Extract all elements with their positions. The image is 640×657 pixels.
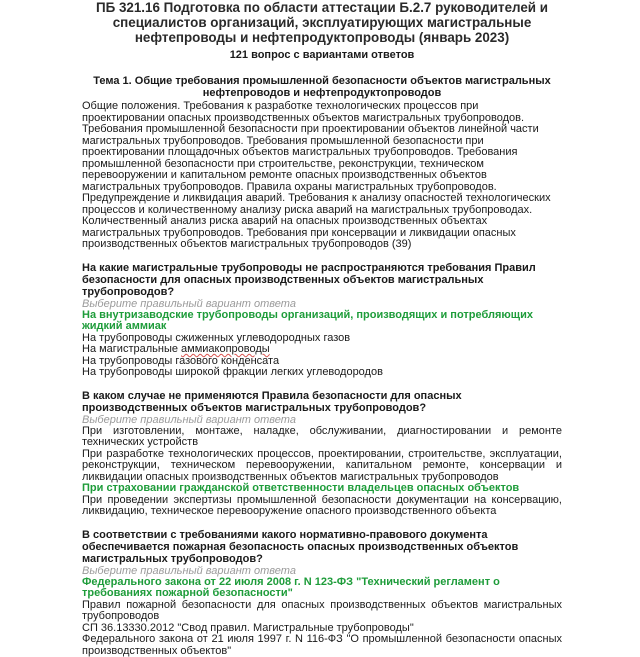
answer-hint: Выберите правильный вариант ответа <box>82 565 562 577</box>
answer-hint: Выберите правильный вариант ответа <box>82 298 562 310</box>
answer-option: На трубопроводы сжиженных углеводородных газов <box>82 333 562 345</box>
document-title: ПБ 321.16 Подготовка по области аттестации Б.2.7 руководителей и специалистов организаций, эксплуатирующих магистральные нефтепроводы и нефтепродуктопроводы (январь 2023) <box>82 0 562 45</box>
answer-option: СП 36.13330.2012 "Свод правил. Магистральные трубопроводы" <box>82 623 562 635</box>
answer-option: При изготовлении, монтаже, наладке, обслуживании, диагностировании и ремонте технических устройств <box>82 426 562 449</box>
document-body <box>82 0 562 657</box>
question-text: На какие магистральные трубопроводы не распространяются требования Правил безопасности для опасных производственных объектов магистральных трубопроводов? <box>82 262 562 298</box>
answer-option-text: На магистральные <box>82 343 181 355</box>
correct-answer: На внутризаводские трубопроводы организаций, производящих и потребляющих жидкий аммиак <box>82 310 562 333</box>
answer-option <box>82 344 562 356</box>
question-block <box>82 390 562 518</box>
question-block <box>82 529 562 657</box>
answer-option: При проведении экспертизы промышленной безопасности документации на консервацию, ликвидацию, техническое перевооружение опасного производственного объекта <box>82 495 562 518</box>
answer-option: Федерального закона от 21 июля 1997 г. N 116-ФЗ "О промышленной безопасности опасных производственных объектов" <box>82 634 562 657</box>
topic-title: Тема 1. Общие требования промышленной безопасности объектов магистральных нефтепроводов и нефтепродуктопроводов <box>82 75 562 99</box>
correct-answer: Федерального закона от 22 июля 2008 г. N 123-ФЗ "Технический регламент о требованиях пожарной безопасности" <box>82 577 562 600</box>
question-count: 121 вопрос с вариантами ответов <box>82 49 562 62</box>
topic-description: Общие положения. Требования к разработке технологических процессов при проектировании опасных производственных объектов магистральных трубопроводов. Требования промышленной безопасности при проектировании объектов линейной части магистральных трубопроводов. Требования промышленной безопасности при проектировании площадочных объектов магистральных трубопроводов. Требования промышленной безопасности при строительстве, реконструкции, техническом перевооружении и капитальном ремонте опасных производственных объектов магистральных трубопроводов. Правила охраны магистральных трубопроводов. Предупреждение и ликвидация аварий. Требования к анализу опасностей технологических процессов и количественному анализу риска аварий на магистральных трубопроводах. Количественный анализ риска аварий на опасных производственных объектах магистральных трубопроводов. Требования при консервации и ликвидации опасных производственных объектов магистральных трубопроводов (39) <box>82 101 562 251</box>
answer-option: Правил пожарной безопасности для опасных производственных объектов магистральных трубопроводов <box>82 600 562 623</box>
question-block <box>82 262 562 379</box>
answer-hint: Выберите правильный вариант ответа <box>82 414 562 426</box>
answer-option: На трубопроводы газового конденсата <box>82 356 562 368</box>
spellcheck-word: аммиакопроводы <box>181 343 270 355</box>
correct-answer: При страховании гражданской ответственности владельцев опасных объектов <box>82 483 562 495</box>
question-text: В каком случае не применяются Правила безопасности для опасных производственных объектов магистральных трубопроводов? <box>82 390 562 414</box>
question-text: В соответствии с требованиями какого нормативно-правового документа обеспечивается пожарная безопасность опасных производственных объектов магистральных трубопроводов? <box>82 529 562 565</box>
answer-option: На трубопроводы широкой фракции легких углеводородов <box>82 367 562 379</box>
answer-option: При разработке технологических процессов, проектировании, строительстве, эксплуатации, реконструкции, техническом перевооружении, капитальном ремонте, консервации и ликвидации опасных производственных объектов магистральных трубопроводов <box>82 449 562 484</box>
